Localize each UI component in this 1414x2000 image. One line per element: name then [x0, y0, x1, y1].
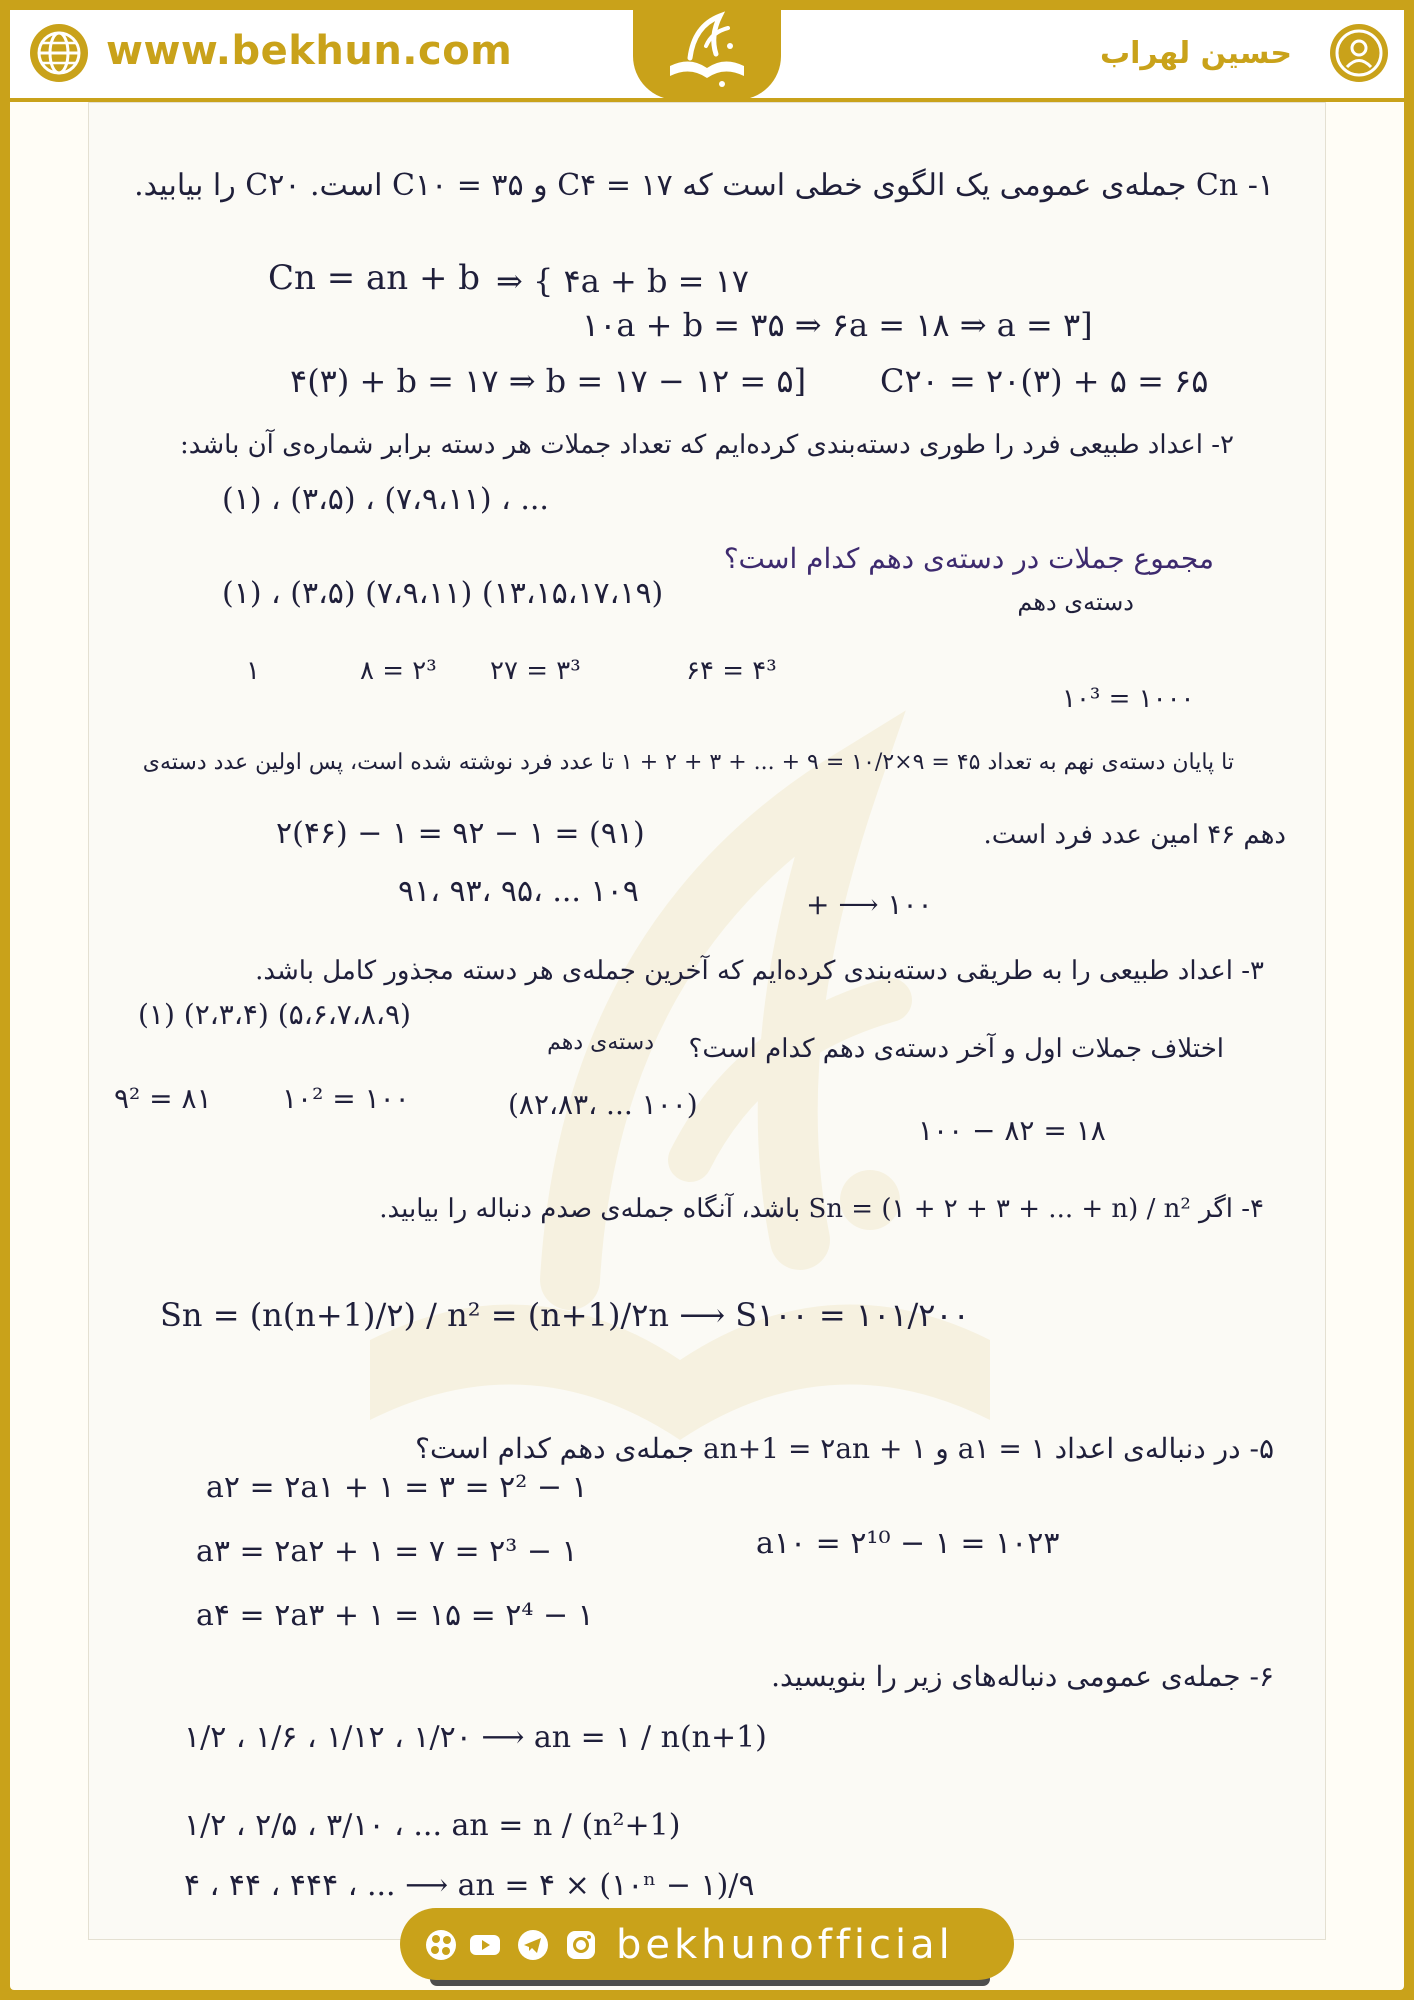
q2-line-4: تا پایان دسته‌ی نهم به تعداد ۴۵ = ۹×۱۰/۲ = ۹ + ... + ۳ + ۲ + ۱ تا عدد فرد نوشته شده است، پس اولین عدد دسته‌ی [142, 750, 1234, 775]
q3-line-2: اختلاف جملات اول و آخر دسته‌ی دهم کدام است؟ [688, 1034, 1224, 1064]
q2-line-3: (۱) ، (۳،۵) (۷،۹،۱۱) (۱۳،۱۵،۱۷،۱۹) [222, 576, 664, 611]
q6-line-2: ۱/۲ ، ۲/۵ ، ۳/۱۰ ، ... an = n / (n²+1) [184, 1808, 681, 1843]
instagram-icon[interactable] [564, 1928, 598, 1962]
q3-line-6: ۱۰۰ − ۸۲ = ۱۸ [918, 1114, 1106, 1147]
q2-line-5: دهم ۴۶ امین عدد فرد است. [983, 820, 1286, 850]
q5-line-2: a۳ = ۲a۲ + ۱ = ۷ = ۲³ − ۱ [196, 1534, 578, 1569]
q2-cube-2: ۸ = ۲³ [360, 656, 437, 686]
question-3: ۳- اعداد طبیعی را به طریقی دسته‌بندی کرده‌ایم که آخرین جمله‌ی هر دسته مجذور کامل باشد. [255, 956, 1264, 986]
question-1: ۱- Cn جمله‌ی عمومی یک الگوی خطی است که ۱۷ = C۴ و ۳۵ = C۱۰ است. C۲۰ را بیابید. [134, 168, 1274, 203]
footer-handle[interactable]: bekhunofficial [616, 1922, 954, 1968]
q5-line-3: a۴ = ۲a۳ + ۱ = ۱۵ = ۲⁴ − ۱ [196, 1598, 594, 1633]
question-2: ۲- اعداد طبیعی فرد را طوری دسته‌بندی کرده‌ایم که تعداد جملات هر دسته برابر شماره‌ی آن باشد: [179, 430, 1234, 460]
bekhun-book-logo[interactable] [660, 6, 754, 92]
q4-line-1: Sn = (n(n+1)/۲) / n² = (n+1)/۲n ⟶ S۱۰۰ = ۱۰۱/۲۰۰ [160, 1296, 970, 1334]
q2-cube-3: ۲۷ = ۳³ [490, 656, 581, 686]
aparat-icon[interactable] [424, 1928, 458, 1962]
q2-cube-1: ۱ [246, 656, 260, 686]
q6-line-3: ۴ ، ۴۴ ، ۴۴۴ ، ... ⟶ an = ۴ × (۱۰ⁿ − ۱)/۹ [184, 1868, 755, 1903]
youtube-icon[interactable] [468, 1928, 502, 1962]
q3-line-4: ۱۰² = ۱۰۰ [282, 1082, 410, 1115]
q2-line-1: (۱) ، (۳،۵) ، (۷،۹،۱۱) ، ... [222, 482, 549, 517]
question-5: ۵- در دنباله‌ی اعداد ۱ = a۱ و an+1 = ۲an + ۱ جمله‌ی دهم کدام است؟ [415, 1432, 1274, 1465]
q2-cube-4: ۶۴ = ۴³ [686, 656, 777, 686]
q1-step-3: ۱۰a + b = ۳۵ ⇒ ۶a = ۱۸ ⇒ a = ۳] [582, 306, 1093, 344]
telegram-icon[interactable] [516, 1928, 550, 1962]
q6-line-1: ۱/۲ ، ۱/۶ ، ۱/۱۲ ، ۱/۲۰ ⟶ an = ۱ / n(n+1) [184, 1720, 767, 1755]
q3-line-5: (۸۲،۸۳، ... ۱۰۰) [508, 1088, 698, 1121]
q2-line-8: + ⟶ ۱۰۰ [806, 888, 933, 921]
q2-line-2: مجموع جملات در دسته‌ی دهم کدام است؟ [723, 542, 1214, 575]
q2-cube-10: ۱۰³ = ۱۰۰۰ [1062, 684, 1195, 714]
author-name: حسین لهراب [1100, 36, 1292, 71]
question-6: ۶- جمله‌ی عمومی دنباله‌های زیر را بنویسید. [771, 1660, 1274, 1693]
q2-line-7: ۹۱، ۹۳، ۹۵، ... ۱۰۹ [398, 874, 639, 909]
question-4: ۴- اگر Sn = (۱ + ۲ + ۳ + ... + n) / n² باشد، آنگاه جمله‌ی صدم دنباله را بیابید. [379, 1194, 1264, 1224]
q3-line-1: (۱) (۲،۳،۴) (۵،۶،۷،۸،۹) [138, 998, 411, 1031]
q1-step-2: ⇒ { ۴a + b = ۱۷ [496, 262, 749, 300]
q1-step-1: Cn = an + b [268, 258, 481, 298]
q5-line-4: a۱۰ = ۲¹⁰ − ۱ = ۱۰۲۳ [756, 1526, 1060, 1561]
q3-line-3: ۹² = ۸۱ [114, 1082, 212, 1115]
q2-line-6: ۲(۴۶) − ۱ = ۹۲ − ۱ = (۹۱) [276, 816, 645, 851]
globe-icon[interactable] [28, 22, 90, 84]
q5-line-1: a۲ = ۲a۱ + ۱ = ۳ = ۲² − ۱ [206, 1470, 588, 1505]
website-link[interactable]: www.bekhun.com [106, 28, 513, 74]
q1-step-4: ۴(۳) + b = ۱۷ ⇒ b = ۱۷ − ۱۲ = ۵] [290, 362, 807, 400]
q1-step-5: C۲۰ = ۲۰(۳) + ۵ = ۶۵ [880, 362, 1209, 400]
user-circle-icon [1328, 22, 1390, 84]
q2-tenth-group-label: دسته‌ی دهم [1017, 588, 1134, 616]
q3-tenth-group-label: دسته‌ی دهم [547, 1030, 654, 1055]
